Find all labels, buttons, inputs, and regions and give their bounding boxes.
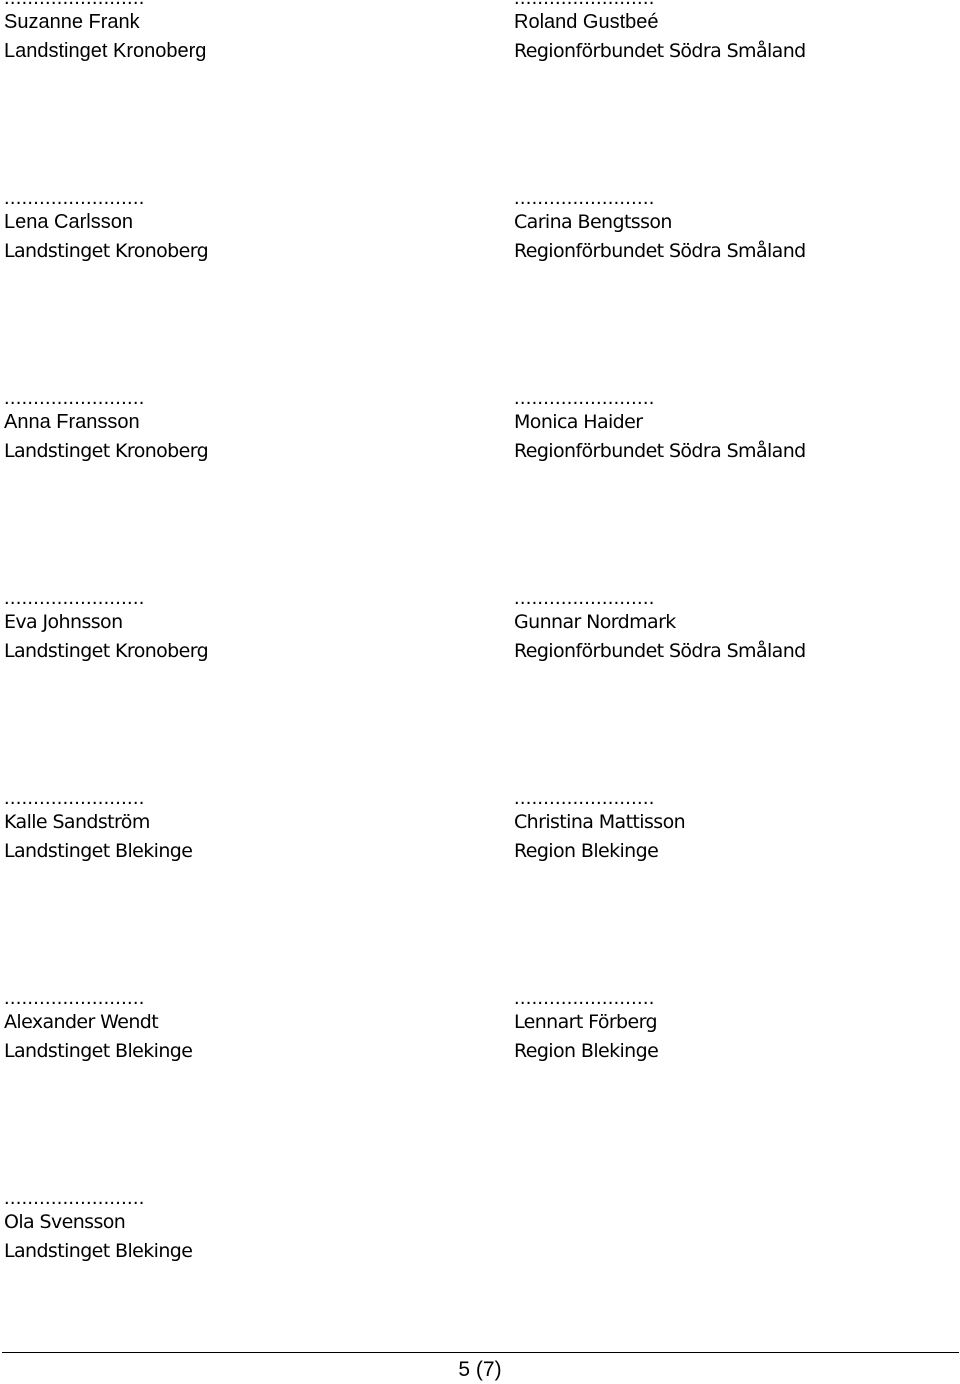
signature-block (514, 388, 954, 466)
signatory-name: Carina Bengtsson (514, 211, 672, 233)
signatory-organization: Landstinget Blekinge (4, 1240, 193, 1262)
signatory-organization: Region Blekinge (514, 840, 659, 862)
signatory-organization: Regionförbundet Södra Småland (514, 440, 806, 462)
signatory-name: Roland Gustbeé (514, 11, 659, 33)
signature-block (514, 188, 954, 266)
signatory-organization: Landstinget Blekinge (4, 1040, 193, 1062)
signatory-organization: Regionförbundet Södra Småland (514, 240, 806, 262)
signatory-organization: Regionförbundet Södra Småland (514, 640, 806, 662)
signature-block (4, 988, 444, 1066)
signatory-name: Christina Mattisson (514, 811, 686, 833)
page-number: 5 (7) (458, 1358, 502, 1381)
signatory-organization: Landstinget Kronoberg (4, 440, 209, 462)
signature-line: ........................ (4, 588, 145, 608)
signature-line (514, 0, 954, 8)
signature-block (4, 0, 444, 66)
signatory-name: Eva Johnsson (4, 611, 123, 633)
signature-block (514, 588, 954, 666)
signature-line: ........................ (514, 988, 655, 1008)
footer-divider (2, 1352, 959, 1353)
signatory-organization: Landstinget Kronoberg (4, 640, 209, 662)
signature-block (514, 0, 954, 66)
signature-line: ........................ (4, 1188, 145, 1208)
signature-block (514, 788, 954, 866)
signature-line: ........................ (514, 788, 655, 808)
signatory-name: Lennart Förberg (514, 1011, 657, 1033)
signature-block (4, 1188, 444, 1266)
signature-block (4, 388, 444, 466)
signature-line: ........................ (4, 988, 145, 1008)
signature-line: ........................ (4, 788, 145, 808)
signature-block (514, 988, 954, 1066)
signature-block (4, 788, 444, 866)
signatory-name: Ola Svensson (4, 1211, 126, 1233)
signature-block (4, 588, 444, 666)
signatory-organization: Region Blekinge (514, 1040, 659, 1062)
signatory-name: Kalle Sandström (4, 811, 150, 833)
signatory-organization: Landstinget Blekinge (4, 840, 193, 862)
signature-line: ........................ (514, 188, 655, 208)
signatory-organization: Landstinget Kronoberg (4, 240, 209, 262)
signatory-name: Alexander Wendt (4, 1011, 159, 1033)
signatory-name: Gunnar Nordmark (514, 611, 676, 633)
signature-line (4, 0, 444, 8)
signatory-name: Lena Carlsson (4, 211, 133, 233)
signature-line: ........................ (514, 388, 655, 408)
signatory-name: Anna Fransson (4, 411, 140, 433)
signatory-organization: Regionförbundet Södra Småland (514, 40, 806, 62)
signature-line: ........................ (514, 588, 655, 608)
signatory-name: Monica Haider (514, 411, 643, 433)
signatory-organization: Landstinget Kronoberg (4, 40, 207, 62)
signature-line: ........................ (4, 388, 145, 408)
signature-line: ........................ (4, 188, 145, 208)
signature-block (4, 188, 444, 266)
signatory-name: Suzanne Frank (4, 11, 140, 33)
